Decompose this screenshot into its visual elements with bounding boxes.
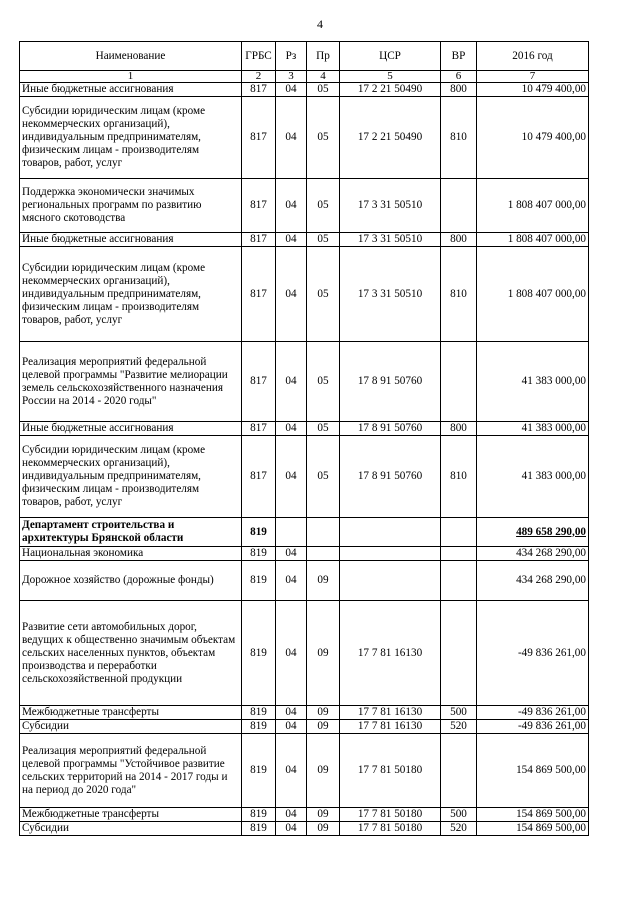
row-grbs: 817 [242,247,276,342]
row-vr [441,518,477,547]
row-vr: 800 [441,233,477,247]
page-number: 4 [317,17,323,31]
row-vr: 500 [441,808,477,822]
row-grbs: 817 [242,436,276,518]
row-amount: -49 836 261,00 [477,720,589,734]
row-vr [441,179,477,233]
row-amount: -49 836 261,00 [477,601,589,706]
column-number: 7 [477,71,589,83]
header-vr: ВР [441,42,477,71]
table-row [20,342,589,422]
row-pr [307,547,340,561]
row-rz: 04 [276,547,307,561]
row-amount: 489 658 290,00 [477,518,589,547]
row-rz: 04 [276,734,307,808]
row-grbs: 817 [242,342,276,422]
row-grbs: 819 [242,561,276,601]
row-csr: 17 3 31 50510 [340,247,441,342]
row-name: Департамент строительства и архитектуры Брянской области [20,518,242,547]
row-vr: 520 [441,720,477,734]
row-rz [276,518,307,547]
row-grbs: 817 [242,97,276,179]
row-amount: -49 836 261,00 [477,706,589,720]
row-amount: 41 383 000,00 [477,436,589,518]
row-pr: 05 [307,422,340,436]
header-grbs: ГРБС [242,42,276,71]
row-name: Субсидии [20,720,242,734]
row-rz: 04 [276,97,307,179]
row-pr: 05 [307,179,340,233]
row-vr: 810 [441,97,477,179]
row-grbs: 817 [242,233,276,247]
row-pr: 05 [307,97,340,179]
row-amount: 154 869 500,00 [477,734,589,808]
budget-table [19,41,589,836]
column-number-row [20,71,589,83]
column-number: 6 [441,71,477,83]
row-name: Поддержка экономически значимых региональных программ по развитию мясного скотоводства [20,179,242,233]
table-row [20,720,589,734]
row-rz: 04 [276,342,307,422]
row-grbs: 819 [242,808,276,822]
column-number: 5 [340,71,441,83]
row-pr: 09 [307,734,340,808]
row-name: Межбюджетные трансферты [20,706,242,720]
row-csr: 17 7 81 50180 [340,734,441,808]
row-grbs: 819 [242,547,276,561]
table-row [20,547,589,561]
table-row [20,561,589,601]
row-vr: 810 [441,247,477,342]
row-name: Иные бюджетные ассигнования [20,422,242,436]
header-pr: Пр [307,42,340,71]
row-grbs: 819 [242,734,276,808]
row-pr: 09 [307,601,340,706]
row-vr: 800 [441,83,477,97]
row-rz: 04 [276,422,307,436]
row-amount: 41 383 000,00 [477,342,589,422]
table-row [20,247,589,342]
table-body [20,83,589,836]
row-pr: 09 [307,561,340,601]
row-grbs: 819 [242,518,276,547]
row-amount: 10 479 400,00 [477,97,589,179]
row-pr: 09 [307,822,340,836]
table-row [20,822,589,836]
row-rz: 04 [276,706,307,720]
row-amount: 434 268 290,00 [477,561,589,601]
row-name: Субсидии юридическим лицам (кроме некоммерческих организаций), индивидуальным предпринимателям, физическим лицам - производителям товаров, работ, услуг [20,436,242,518]
row-name: Межбюджетные трансферты [20,808,242,822]
row-rz: 04 [276,83,307,97]
header-csr: ЦСР [340,42,441,71]
row-rz: 04 [276,808,307,822]
row-pr: 05 [307,247,340,342]
row-name: Развитие сети автомобильных дорог, ведущих к общественно значимым объектам сельских населенных пунктов, объектам производства и переработки сельскохозяйственной продукции [20,601,242,706]
row-name: Реализация мероприятий федеральной целевой программы "Устойчивое развитие сельских территорий на 2014 - 2017 годы и на период до 2020 года" [20,734,242,808]
row-csr: 17 7 81 50180 [340,822,441,836]
row-vr [441,547,477,561]
header-row [20,42,589,71]
row-pr: 05 [307,233,340,247]
row-name: Реализация мероприятий федеральной целевой программы "Развитие мелиорации земель сельскохозяйственного назначения России на 2014 - 2020 годы" [20,342,242,422]
row-vr [441,561,477,601]
column-number: 2 [242,71,276,83]
row-rz: 04 [276,436,307,518]
row-csr: 17 8 91 50760 [340,436,441,518]
row-grbs: 817 [242,83,276,97]
table-row [20,601,589,706]
row-pr [307,518,340,547]
row-name: Субсидии [20,822,242,836]
row-grbs: 819 [242,822,276,836]
row-csr: 17 8 91 50760 [340,342,441,422]
row-rz: 04 [276,179,307,233]
row-vr [441,342,477,422]
row-amount: 1 808 407 000,00 [477,233,589,247]
row-name: Иные бюджетные ассигнования [20,83,242,97]
row-rz: 04 [276,822,307,836]
row-amount: 1 808 407 000,00 [477,247,589,342]
table-row [20,83,589,97]
row-csr: 17 7 81 50180 [340,808,441,822]
row-amount: 10 479 400,00 [477,83,589,97]
row-pr: 05 [307,436,340,518]
column-number: 4 [307,71,340,83]
row-pr: 05 [307,83,340,97]
row-amount: 41 383 000,00 [477,422,589,436]
row-csr: 17 3 31 50510 [340,179,441,233]
column-number: 1 [20,71,242,83]
table-row [20,233,589,247]
row-rz: 04 [276,720,307,734]
row-name: Субсидии юридическим лицам (кроме некоммерческих организаций), индивидуальным предпринимателям, физическим лицам - производителям товаров, работ, услуг [20,247,242,342]
row-pr: 09 [307,720,340,734]
row-csr [340,561,441,601]
row-csr: 17 3 31 50510 [340,233,441,247]
row-vr: 500 [441,706,477,720]
row-grbs: 819 [242,601,276,706]
row-name: Национальная экономика [20,547,242,561]
row-vr [441,601,477,706]
row-pr: 09 [307,706,340,720]
row-name: Субсидии юридическим лицам (кроме некоммерческих организаций), индивидуальным предпринимателям, физическим лицам - производителям товаров, работ, услуг [20,97,242,179]
row-grbs: 819 [242,720,276,734]
table-row [20,734,589,808]
row-rz: 04 [276,601,307,706]
row-csr: 17 7 81 16130 [340,720,441,734]
row-rz: 04 [276,247,307,342]
header-name: Наименование [20,42,242,71]
row-amount: 1 808 407 000,00 [477,179,589,233]
row-csr: 17 2 21 50490 [340,97,441,179]
row-grbs: 817 [242,422,276,436]
row-csr [340,547,441,561]
row-amount: 154 869 500,00 [477,822,589,836]
row-rz: 04 [276,561,307,601]
row-name: Дорожное хозяйство (дорожные фонды) [20,561,242,601]
row-csr: 17 7 81 16130 [340,706,441,720]
table-row [20,808,589,822]
row-grbs: 817 [242,179,276,233]
table-row [20,179,589,233]
row-csr: 17 7 81 16130 [340,601,441,706]
row-vr: 810 [441,436,477,518]
row-amount: 434 268 290,00 [477,547,589,561]
table-row [20,97,589,179]
row-pr: 05 [307,342,340,422]
table-row [20,518,589,547]
row-csr [340,518,441,547]
row-vr [441,734,477,808]
column-number: 3 [276,71,307,83]
row-name: Иные бюджетные ассигнования [20,233,242,247]
row-rz: 04 [276,233,307,247]
row-csr: 17 8 91 50760 [340,422,441,436]
row-pr: 09 [307,808,340,822]
table-row [20,436,589,518]
header-year: 2016 год [477,42,589,71]
row-vr: 800 [441,422,477,436]
table-row [20,706,589,720]
row-grbs: 819 [242,706,276,720]
row-vr: 520 [441,822,477,836]
row-amount: 154 869 500,00 [477,808,589,822]
row-csr: 17 2 21 50490 [340,83,441,97]
header-rz: Рз [276,42,307,71]
table-row [20,422,589,436]
